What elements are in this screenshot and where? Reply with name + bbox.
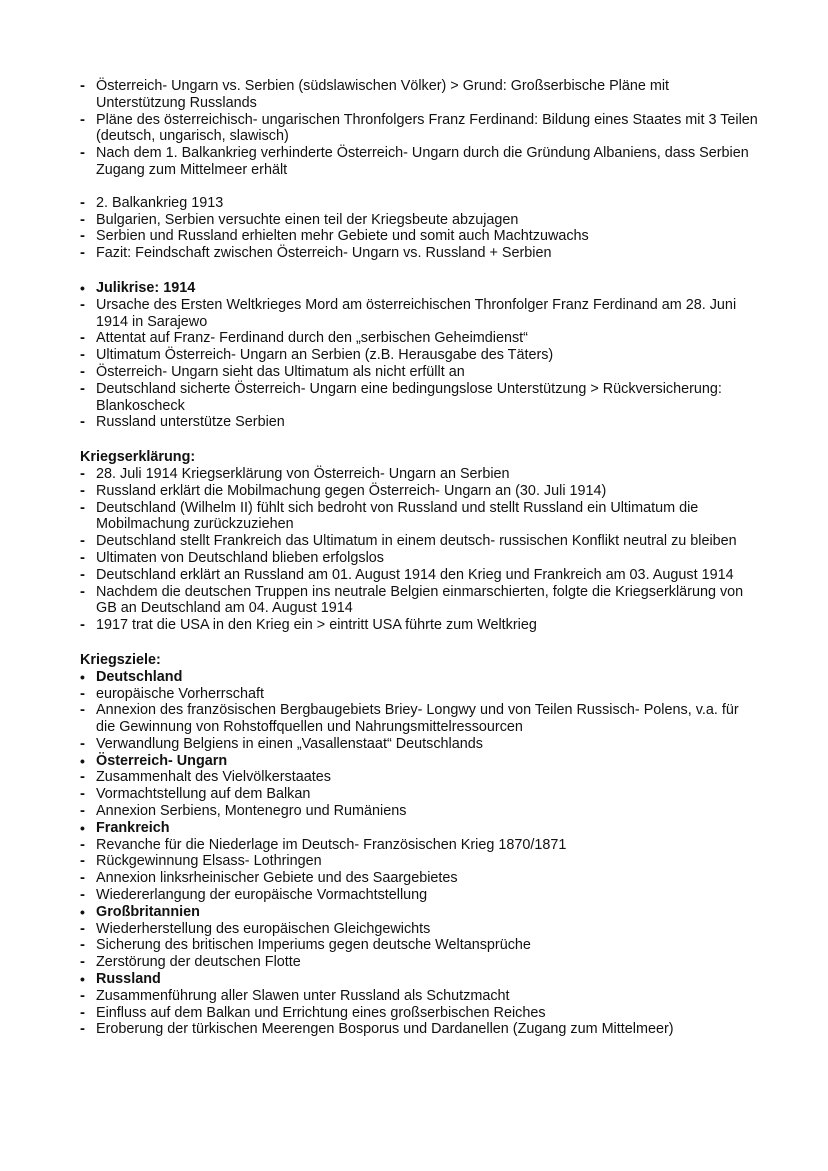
list-item [80,228,760,245]
list-item [80,466,760,483]
list-item-text: Pläne des österreichisch- ungarischen Thronfolgers Franz Ferdinand: Bildung eines Staates mit 3 Teilen (deutsch, ungarisch, slawisch) [96,111,758,145]
dash-icon: - [80,768,85,786]
list-item-text: Deutschland erklärt an Russland am 01. August 1914 den Krieg und Frankreich am 03. August 1914 [96,566,734,583]
list-item-text: Revanche für die Niederlage im Deutsch- Französischen Krieg 1870/1871 [96,836,567,853]
list-item-text: Einfluss auf dem Balkan und Errichtung eines großserbischen Reiches [96,1004,546,1021]
list-item [80,1021,760,1038]
dash-icon: - [80,481,85,499]
list-item-text: Ultimatum Österreich- Ungarn an Serbien (z.B. Herausgabe des Täters) [96,347,554,364]
list-item [80,853,760,870]
dash-icon: - [80,227,85,245]
kriegserklaerung-title: Kriegserklärung: [80,449,196,466]
dash-icon: - [80,295,85,313]
list-item-text: Bulgarien, Serbien versuchte einen teil der Kriegsbeute abzujagen [96,211,519,228]
list-item-text: Russland unterstütze Serbien [96,414,285,431]
list-item-text: Ultimaten von Deutschland blieben erfolgslos [96,549,384,566]
list-item-text: Wiedererlangung der europäische Vormachtstellung [96,887,428,904]
list-item [80,786,760,803]
list-item [80,887,760,904]
dash-icon: - [80,1020,85,1038]
list-item [80,245,760,262]
bullet-icon: • [80,668,85,685]
list-item [80,550,760,567]
group-heading [80,669,760,686]
dash-icon: - [80,413,85,431]
list-item-text: Vormachtstellung auf dem Balkan [96,786,311,803]
dash-icon: - [80,701,85,719]
list-item-text: Wiederherstellung des europäischen Gleichgewichts [96,920,431,937]
group-name: Deutschland [96,668,183,685]
list-item [80,330,760,347]
list-item [80,500,760,534]
list-item-text: europäische Vorherrschaft [96,685,264,702]
list-item [80,803,760,820]
dash-icon: - [80,785,85,803]
list-item-text: Deutschland (Wilhelm II) fühlt sich bedroht von Russland und stellt Russland ein Ultimatum die Mobilmachung zurückzuziehen [96,499,699,533]
list-item-text: Österreich- Ungarn vs. Serbien (südslawischen Völker) > Grund: Großserbische Pläne mit Unterstützung Russlands [96,78,670,111]
list-item [80,533,760,550]
list-item-text: Deutschland stellt Frankreich das Ultimatum in einem deutsch- russischen Konflikt neutral zu bleiben [96,533,737,550]
list-item [80,921,760,938]
group-heading [80,971,760,988]
dash-icon: - [80,464,85,482]
dash-icon: - [80,193,85,211]
list-item [80,78,760,112]
list-item [80,954,760,971]
list-item [80,195,760,212]
bullet-icon: • [80,279,85,296]
list-item [80,702,760,736]
list-item-text: Österreich- Ungarn sieht das Ultimatum als nicht erfüllt an [96,363,465,380]
dash-icon: - [80,886,85,904]
list-item-text: Zerstörung der deutschen Flotte [96,954,301,971]
list-item-text: Nach dem 1. Balkankrieg verhinderte Österreich- Ungarn durch die Gründung Albaniens, dass Serbien Zugang zum Mittelmeer erhält [96,145,749,178]
list-item [80,686,760,703]
list-item-text: Russland erklärt die Mobilmachung gegen Österreich- Ungarn an (30. Juli 1914) [96,482,607,499]
list-item-text: Nachdem die deutschen Truppen ins neutrale Belgien einmarschierten, folgte die Kriegserklärung von GB an Deutschland am 04. August 1914 [96,583,744,617]
intro-list [80,78,760,179]
list-item-text: Sicherung des britischen Imperiums gegen deutsche Weltansprüche [96,937,531,954]
list-item-text: Deutschland sicherte Österreich- Ungarn eine bedingungslose Unterstützung > Rückversicherung: Blankoscheck [96,380,722,414]
list-item-text: 2. Balkankrieg 1913 [96,194,224,211]
list-item-text: Rückgewinnung Elsass- Lothringen [96,853,322,870]
dash-icon: - [80,498,85,516]
group-heading [80,904,760,921]
list-item [80,381,760,415]
bullet-icon: • [80,752,85,769]
list-item-text: Verwandlung Belgiens in einen „Vasallenstaat“ Deutschlands [96,735,483,752]
dash-icon: - [80,565,85,583]
section-heading [80,280,760,297]
dash-icon: - [80,986,85,1004]
dash-icon: - [80,936,85,954]
dash-icon: - [80,1003,85,1021]
group-name: Russland [96,971,161,988]
list-item [80,567,760,584]
list-item [80,769,760,786]
dash-icon: - [80,244,85,262]
list-item [80,483,760,500]
dash-icon: - [80,953,85,971]
list-item-text: Annexion Serbiens, Montenegro und Rumäniens [96,803,407,820]
balkankrieg-list [80,195,760,262]
list-item [80,364,760,381]
list-item-text: Fazit: Feindschaft zwischen Österreich- Ungarn vs. Russland + Serbien [96,245,552,262]
group-name: Großbritannien [96,903,200,920]
dash-icon: - [80,919,85,937]
list-item [80,937,760,954]
kriegsziele-title: Kriegsziele: [80,651,161,668]
list-item [80,837,760,854]
dash-icon: - [80,329,85,347]
list-item-text: 1917 trat die USA in den Krieg ein > eintritt USA führte zum Weltkrieg [96,617,537,634]
group-name: Frankreich [96,819,170,836]
dash-icon: - [80,110,85,128]
dash-icon: - [80,210,85,228]
dash-icon: - [80,379,85,397]
list-item-text: Annexion des französischen Bergbaugebiets Briey- Longwy und von Teilen Russisch- Polens, v.a. für die Gewinnung von Rohstoffquellen und Nahrungsmittelressourcen [96,702,739,736]
dash-icon: - [80,144,85,162]
julikrise-section [80,280,760,431]
dash-icon: - [80,869,85,887]
bullet-icon: • [80,903,85,920]
dash-icon: - [80,77,85,94]
dash-icon: - [80,346,85,364]
dash-icon: - [80,362,85,380]
dash-icon: - [80,852,85,870]
dash-icon: - [80,548,85,566]
group-heading [80,820,760,837]
list-item [80,145,760,179]
group-heading [80,753,760,770]
list-item [80,1005,760,1022]
kriegserklaerung-section [80,449,760,634]
kriegsziele-section [80,652,760,1038]
bullet-icon: • [80,971,85,988]
dash-icon: - [80,835,85,853]
list-item-text: 28. Juli 1914 Kriegserklärung von Österreich- Ungarn an Serbien [96,465,510,482]
list-item [80,736,760,753]
list-item-text: Serbien und Russland erhielten mehr Gebiete und somit auch Machtzuwachs [96,228,589,245]
list-item-text: Zusammenhalt des Vielvölkerstaates [96,769,331,786]
list-item-text: Ursache des Ersten Weltkrieges Mord am österreichischen Thronfolger Franz Ferdinand am 28. Juni 1914 in Sarajewo [96,296,737,330]
list-item-text: Eroberung der türkischen Meerengen Bosporus und Dardanellen (Zugang zum Mittelmeer) [96,1021,674,1038]
julikrise-title: Julikrise: 1914 [96,279,196,296]
group-name: Österreich- Ungarn [96,752,228,769]
dash-icon: - [80,582,85,600]
bullet-icon: • [80,819,85,836]
dash-icon: - [80,532,85,550]
list-item [80,870,760,887]
list-item [80,212,760,229]
list-item-text: Attentat auf Franz- Ferdinand durch den „serbischen Geheimdienst“ [96,330,528,347]
list-item [80,347,760,364]
dash-icon: - [80,684,85,702]
list-item [80,112,760,146]
list-item [80,988,760,1005]
list-item-text: Annexion linksrheinischer Gebiete und des Saargebietes [96,870,458,887]
list-item [80,297,760,331]
list-item-text: Zusammenführung aller Slawen unter Russland als Schutzmacht [96,987,510,1004]
dash-icon: - [80,734,85,752]
list-item [80,617,760,634]
document-page [80,78,760,1038]
list-item [80,584,760,618]
dash-icon: - [80,802,85,820]
dash-icon: - [80,616,85,634]
list-item [80,414,760,431]
